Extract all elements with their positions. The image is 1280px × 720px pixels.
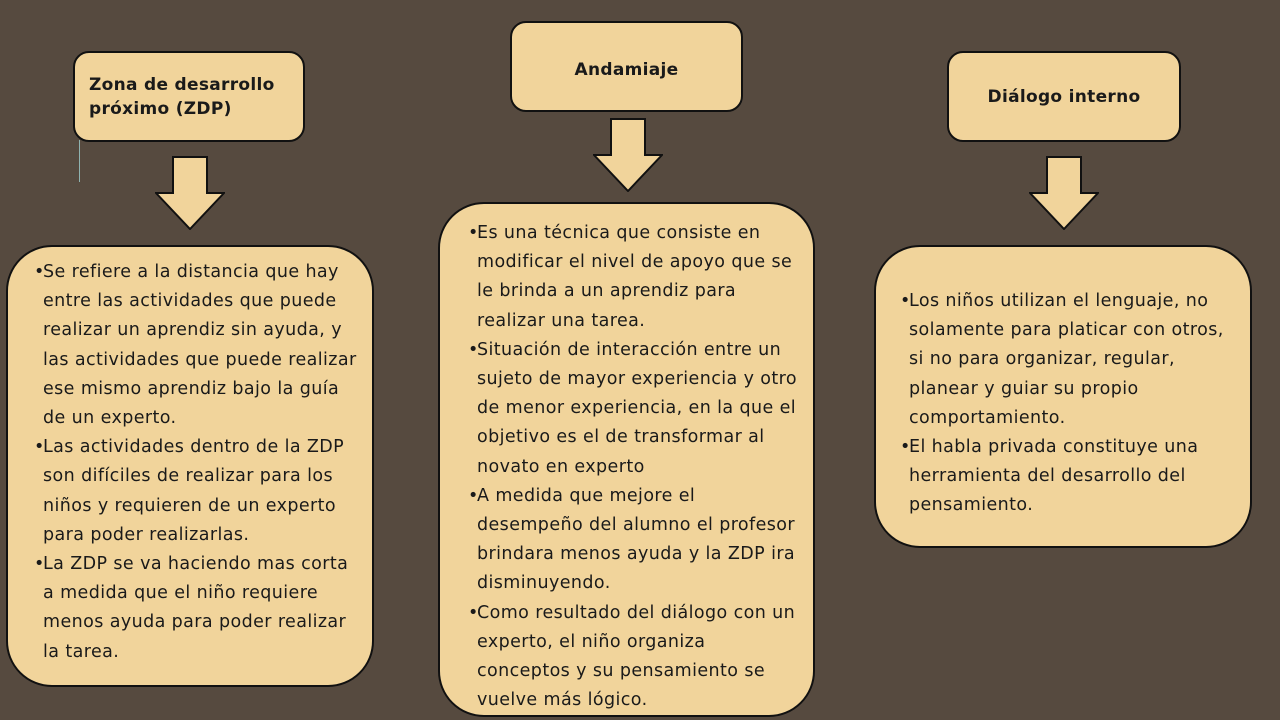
bullet-item: • Es una técnica que consiste en modificar el nivel de apoyo que se le brinda a un aprendiz para realizar una tarea.: [468, 219, 799, 336]
title-zdp: Zona de desarrollo próximo (ZDP): [89, 74, 275, 119]
title-box-dialogo-interno: [947, 51, 1181, 142]
bullet-list-zdp: [34, 258, 358, 667]
title-andamiaje: Andamiaje: [574, 60, 679, 80]
bullet-item: • Los niños utilizan el lenguaje, no solamente para platicar con otros, si no para organizar, regular, planear y guiar su propio comportamiento.: [900, 287, 1236, 433]
down-arrow-icon: [593, 118, 663, 192]
title-box-andamiaje: [510, 21, 743, 112]
title-dialogo-interno: Diálogo interno: [987, 86, 1141, 107]
bullet-item: • La ZDP se va haciendo mas corta a medida que el niño requiere menos ayuda para poder realizar la tarea.: [34, 550, 358, 667]
bullet-item: • Las actividades dentro de la ZDP son difíciles de realizar para los niños y requieren de un experto para poder realizarlas.: [34, 433, 358, 550]
down-arrow-icon: [1029, 156, 1099, 230]
down-arrow-icon: [155, 156, 225, 230]
bullet-item: • A medida que mejore el desempeño del alumno el profesor brindara menos ayuda y la ZDP ira disminuyendo.: [468, 482, 799, 599]
title-box-zdp: [73, 51, 305, 142]
bullet-item: • Se refiere a la distancia que hay entre las actividades que puede realizar un aprendiz sin ayuda, y las actividades que puede realizar ese mismo aprendiz bajo la guía de un experto.: [34, 258, 358, 433]
bullet-list-dialogo-interno: [900, 287, 1236, 521]
decorative-line: [79, 140, 80, 182]
bullet-item: • El habla privada constituye una herramienta del desarrollo del pensamiento.: [900, 433, 1236, 521]
bullet-item: • Situación de interacción entre un sujeto de mayor experiencia y otro de menor experiencia, en la que el objetivo es el de transformar al novato en experto: [468, 336, 799, 482]
content-box-andamiaje: [438, 202, 815, 717]
content-box-dialogo-interno: [874, 245, 1252, 548]
content-box-zdp: [6, 245, 374, 687]
bullet-item: • Como resultado del diálogo con un experto, el niño organiza conceptos y su pensamiento se vuelve más lógico.: [468, 599, 799, 716]
bullet-list-andamiaje: [468, 219, 799, 715]
